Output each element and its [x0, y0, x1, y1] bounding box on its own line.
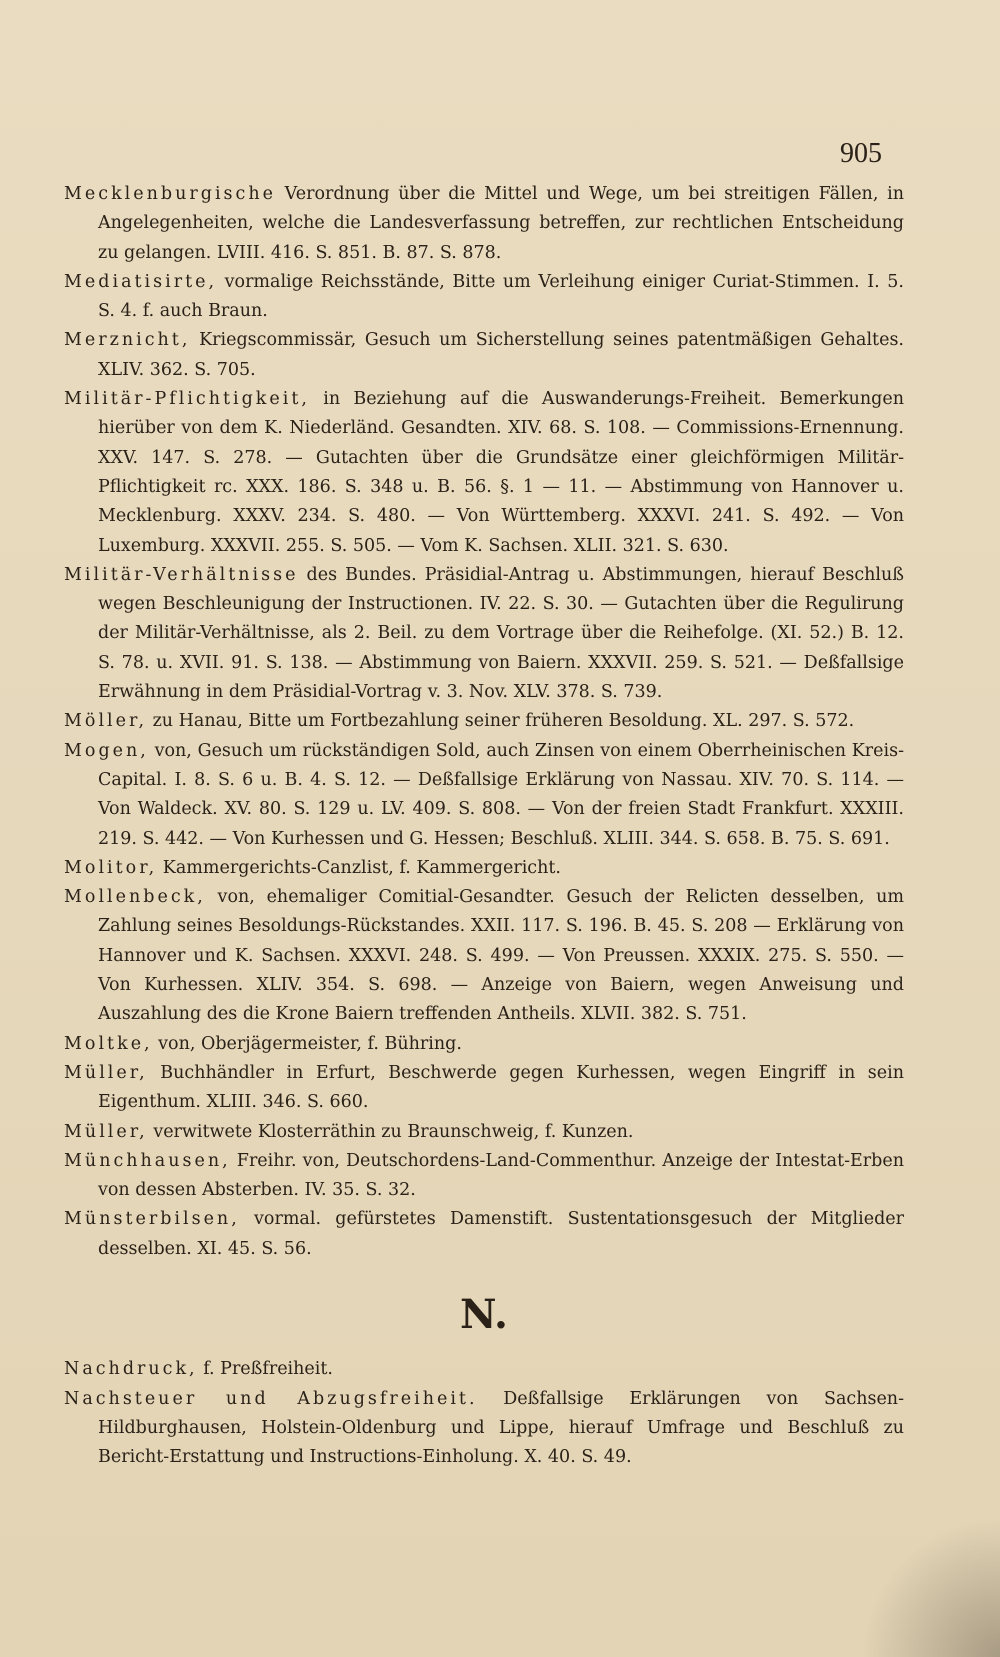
- entry-headword: Münchhausen,: [64, 1150, 231, 1171]
- entry-text: von, Oberjägermeister, f. Bühring.: [152, 1033, 462, 1054]
- entry-text: f. Preßfreiheit.: [197, 1359, 333, 1380]
- entry-text: von, ehemaliger Comitial-Gesandter. Gesuch der Relicten desselben, um Zahlung seines Besoldungs-Rückstandes. XXII. 117. S. 196. B. 45. S. 208 — Erklärung von Hannover und K. Sachsen. XXXVI. 248. S. 499. — Von Preussen. XXXIX. 275. S. 550. — Von Kurhessen. XLIV. 354. S. 698. — Anzeige von Baiern, wegen Anweisung und Auszahlung des die Krone Baiern treffenden Antheils. XLVII. 382. S. 751.: [98, 887, 904, 1025]
- corner-shadow: [860, 1517, 1000, 1657]
- index-entry: [64, 1030, 904, 1059]
- index-entry: [64, 883, 904, 1029]
- section-letter: N.: [460, 1290, 508, 1338]
- page-number: 905: [840, 138, 882, 169]
- index-entry: [64, 1118, 904, 1147]
- entry-headword: Molitor,: [64, 857, 158, 878]
- index-entry: [64, 707, 904, 736]
- entry-headword: Militär-Pflichtigkeit,: [64, 389, 310, 410]
- index-entry: [64, 1385, 904, 1473]
- index-entry: [64, 1059, 904, 1118]
- entry-text: vormalige Reichsstände, Bitte um Verleihung einiger Curiat-Stimmen. I. 5. S. 4. f. auch Braun.: [98, 271, 904, 322]
- index-entry: [64, 561, 904, 707]
- entry-headword: Mollenbeck,: [64, 887, 206, 908]
- index-entry: [64, 1355, 904, 1384]
- entries-after: [64, 1355, 904, 1472]
- entry-headword: Münsterbilsen,: [64, 1209, 240, 1230]
- entry-headword: Mecklenburgische: [64, 184, 276, 204]
- index-entry: [64, 1147, 904, 1206]
- entry-text: Buchhändler in Erfurt, Beschwerde gegen Kurhessen, wegen Eingriff in sein Eigenthum. XLIII. 346. S. 660.: [98, 1062, 904, 1113]
- entry-text: verwitwete Klosterräthin zu Braunschweig, f. Kunzen.: [147, 1121, 634, 1142]
- entry-text: Verordnung über die Mittel und Wege, um bei streitigen Fällen, in Angelegenheiten, welche die Landesverfassung betreffen, zur rechtlichen Entscheidung zu gelangen. LVIII. 416. S. 851. B. 87. S. 878.: [98, 184, 904, 263]
- entry-text: zu Hanau, Bitte um Fortbezahlung seiner früheren Besoldung. XL. 297. S. 572.: [147, 711, 855, 732]
- entry-text: Kriegscommissär, Gesuch um Sicherstellung seines patentmäßigen Gehaltes. XLIV. 362. S. 705.: [98, 330, 904, 380]
- index-entry: [64, 737, 904, 854]
- index-content: [64, 180, 904, 1472]
- index-entry: [64, 854, 904, 883]
- entry-headword: Mogen,: [64, 740, 149, 761]
- index-entry: [64, 326, 904, 385]
- entries-before: [64, 180, 904, 1264]
- entry-headword: Müller,: [64, 1121, 148, 1142]
- entry-text: von, Gesuch um rückständigen Sold, auch Zinsen von einem Oberrheinischen Kreis-Capital. I. 8. S. 6 u. B. 4. S. 12. — Deßfallsige Erklärung von Nassau. XIV. 70. S. 114. — Von Waldeck. XV. 80. S. 129 u. LV. 409. S. 808. — Von der freien Stadt Frankfurt. XXXIII. 219. S. 442. — Von Kurhessen und G. Hessen; Beschluß. XLIII. 344. S. 658. B. 75. S. 691.: [98, 740, 904, 849]
- entry-text: des Bundes. Präsidial-Antrag u. Abstimmungen, hierauf Beschluß wegen Beschleunigung der Instructionen. IV. 22. S. 30. — Gutachten über die Regulirung der Militär-Verhältnisse, als 2. Beil. zu dem Vortrage über die Reihefolge. (XI. 52.) B. 12. S. 78. u. XVII. 91. S. 138. — Abstimmung von Baiern. XXXVII. 259. S. 521. — Deßfallsige Erwähnung in dem Präsidial-Vortrag v. 3. Nov. XLV. 378. S. 739.: [98, 564, 904, 703]
- index-entry: [64, 180, 904, 268]
- entry-headword: Merznicht,: [64, 330, 191, 351]
- entry-headword: Möller,: [64, 711, 148, 732]
- entry-headword: Müller,: [64, 1062, 148, 1083]
- index-entry: [64, 1205, 904, 1264]
- entry-text: Deßfallsige Erklärungen von Sachsen-Hildburghausen, Holstein-Oldenburg und Lippe, hierauf Umfrage und Beschluß zu Bericht-Erstattung und Instructions-Einholung. X. 40. S. 49.: [98, 1388, 904, 1468]
- index-entry: [64, 268, 904, 327]
- entry-text: Freihr. von, Deutschordens-Land-Commenthur. Anzeige der Intestat-Erben von dessen Absterben. IV. 35. S. 32.: [98, 1150, 904, 1201]
- index-entry: [64, 385, 904, 561]
- entry-headword: Moltke,: [64, 1033, 153, 1054]
- entry-text: in Beziehung auf die Auswanderungs-Freiheit. Bemerkungen hierüber von dem K. Niederländ. Gesandten. XIV. 68. S. 108. — Commissions-Ernennung. XXV. 147. S. 278. — Gutachten über die Grundsätze einer gleichförmigen Militär-Pflichtigkeit rc. XXX. 186. S. 348 u. B. 56. §. 1 — 11. — Abstimmung von Hannover u. Mecklenburg. XXXV. 234. S. 480. — Von Württemberg. XXXVI. 241. S. 492. — Von Luxemburg. XXXVII. 255. S. 505. — Vom K. Sachsen. XLII. 321. S. 630.: [98, 389, 904, 556]
- entry-headword: Mediatisirte,: [64, 271, 218, 292]
- entry-text: vormal. gefürstetes Damenstift. Sustentationsgesuch der Mitglieder desselben. XI. 45. S. 56.: [98, 1209, 904, 1259]
- entry-text: Kammergerichts-Canzlist, f. Kammergericht.: [157, 857, 561, 878]
- entry-headword: Militär-Verhältnisse: [64, 564, 299, 585]
- entry-headword: Nachdruck,: [64, 1359, 198, 1380]
- entry-headword: Nachsteuer und Abzugsfreiheit.: [64, 1388, 478, 1409]
